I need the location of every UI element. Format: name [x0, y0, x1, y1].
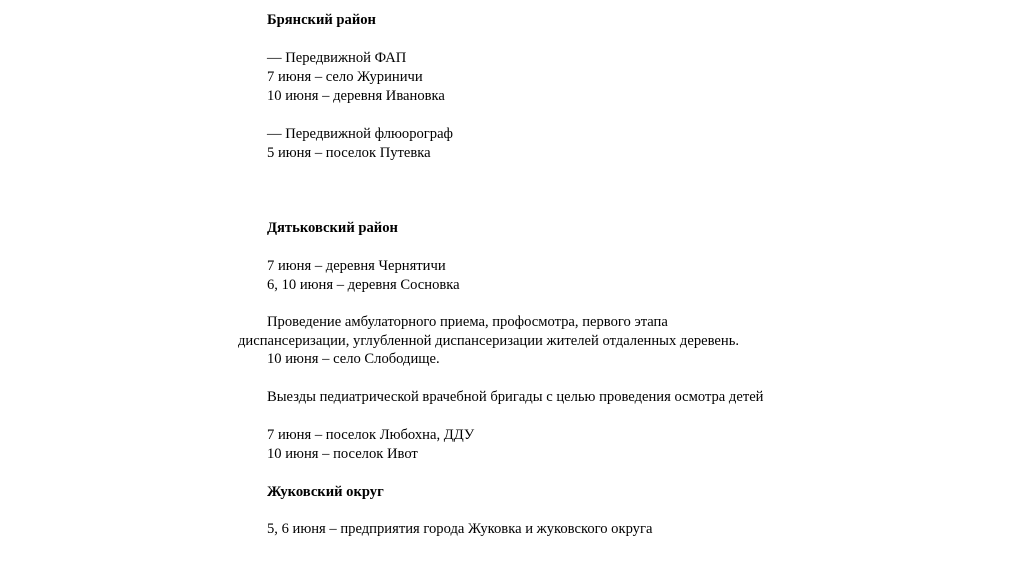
schedule-item: 7 июня – поселок Любохна, ДДУ [267, 427, 475, 443]
schedule-item: 5 июня – поселок Путевка [267, 145, 431, 161]
schedule-item: 5, 6 июня – предприятия города Жуковка и жуковского округа [267, 521, 653, 537]
section-heading-bryansky: Брянский район [267, 12, 376, 28]
schedule-item: 7 июня – село Журиничи [267, 69, 423, 85]
schedule-item: 6, 10 июня – деревня Сосновка [267, 277, 460, 293]
schedule-item: 10 июня – деревня Ивановка [267, 88, 445, 104]
ambulatory-line-2: диспансеризации, углубленной диспансеризации жителей отдаленных деревень. [238, 333, 740, 349]
ambulatory-line-1: Проведение амбулаторного приема, профосмотра, первого этапа [267, 314, 668, 330]
section-heading-zhukovsky: Жуковский округ [267, 484, 384, 500]
schedule-item: 10 июня – поселок Ивот [267, 446, 418, 462]
mobile-fap-title: — Передвижной ФАП [267, 50, 407, 66]
schedule-item: 7 июня – деревня Чернятичи [267, 258, 446, 274]
section-heading-dyatkovsky: Дятьковский район [267, 220, 398, 236]
pediatric-title: Выезды педиатрической врачебной бригады с целью проведения осмотра детей [267, 389, 764, 405]
ambulatory-paragraph [238, 313, 778, 351]
mobile-fluorograph-title: — Передвижной флюорограф [267, 126, 453, 142]
ambulatory-date: 10 июня – село Слободище. [267, 351, 440, 367]
